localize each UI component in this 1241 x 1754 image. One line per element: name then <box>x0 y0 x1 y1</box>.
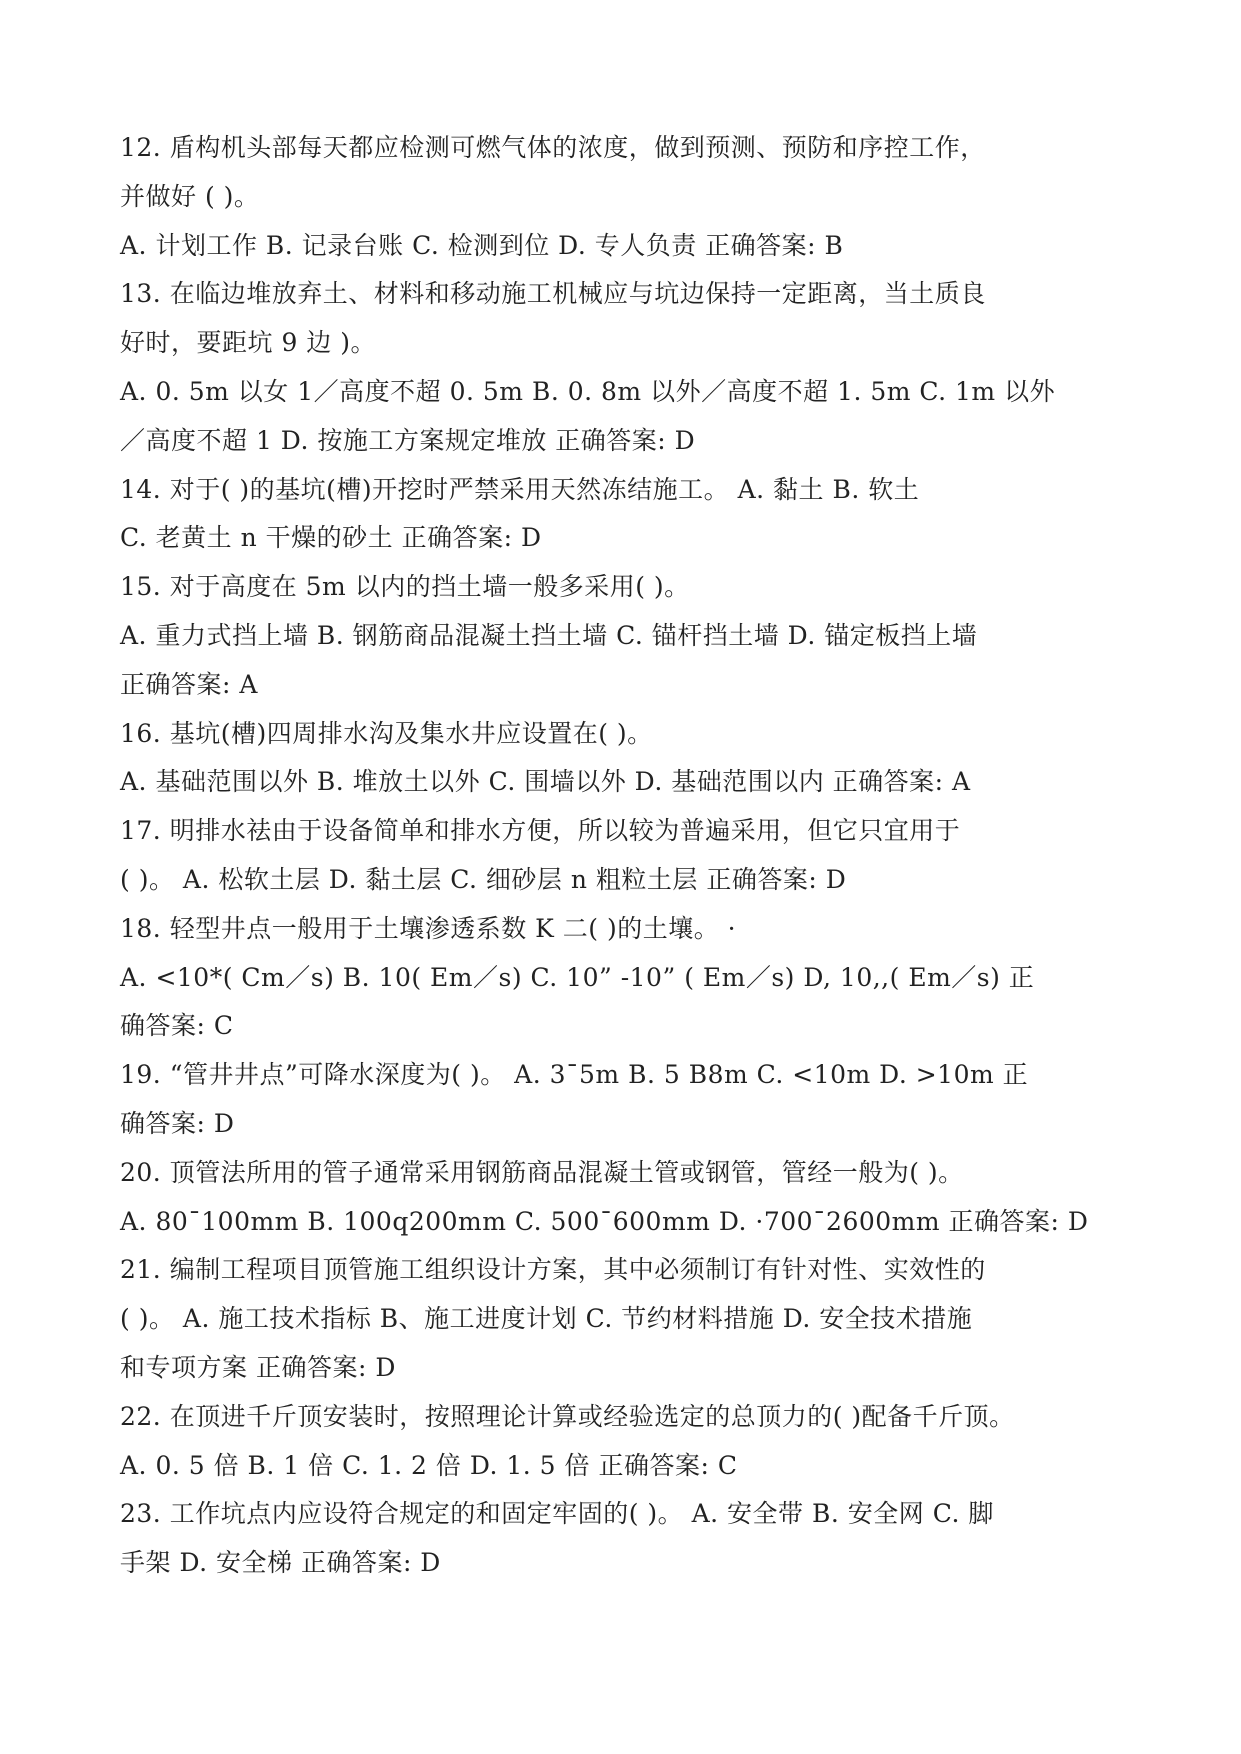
text-line: ／高度不超 1 D. 按施工方案规定堆放 正确答案: D <box>120 425 696 455</box>
text-line: 13. 在临边堆放弃土、材料和移动施工机械应与坑边保持一定距离，当土质良 <box>120 279 986 309</box>
text-line: 确答案: D <box>120 1108 235 1138</box>
text-line: A. 计划工作 B. 记录台账 C. 检测到位 D. 专人负责 正确答案: B <box>120 230 844 260</box>
text-line: A. 重力式挡上墙 B. 钢筋商品混凝土挡土墙 C. 锚杆挡土墙 D. 锚定板挡上墙 <box>120 620 978 650</box>
text-line: 18. 轻型井点一般用于土壤渗透系数 K 二( )的土壤。 · <box>120 913 737 943</box>
text-line: 20. 顶管法所用的管子通常采用钢筋商品混凝土管或钢管，管经一般为( )。 <box>120 1157 964 1187</box>
text-line: A. <10*( Cm／s) B. 10( Em／s) C. 10” -10” ( Em／s) D, 10,,( Em／s) 正 <box>120 962 1035 992</box>
text-line: A. 基础范围以外 B. 堆放土以外 C. 围墙以外 D. 基础范围以内 正确答案: A <box>120 767 971 797</box>
text-line: 正确答案: A <box>120 669 258 699</box>
text-line: 确答案: C <box>120 1011 234 1041</box>
text-line: 17. 明排水祛由于设备简单和排水方便，所以较为普遍采用，但它只宜用于 <box>120 816 961 846</box>
text-line: 15. 对于高度在 5m 以内的挡土墙一般多采用( )。 <box>120 572 690 602</box>
text-line: A. 0. 5 倍 B. 1 倍 C. 1. 2 倍 D. 1. 5 倍 正确答案: C <box>120 1450 738 1480</box>
text-line: ( )。 A. 松软土层 D. 黏土层 C. 细砂层 n 粗粒土层 正确答案: D <box>120 864 847 894</box>
text-line: 19. “管井井点”可降水深度为( )。 A. 3¯5m B. 5 B8m C. <10m D. >10m 正 <box>120 1060 1029 1090</box>
text-line: 22. 在顶进千斤顶安装时，按照理论计算或经验选定的总顶力的( )配备千斤顶。 <box>120 1401 1015 1431</box>
text-line: ( )。 A. 施工技术指标 B、施工进度计划 C. 节约材料措施 D. 安全技术措施 <box>120 1304 973 1334</box>
text-line: 并做好 ( )。 <box>120 181 260 211</box>
text-line: 14. 对于( )的基坑(槽)开挖时严禁采用天然冻结施工。 A. 黏土 B. 软土 <box>120 474 920 504</box>
text-line: 手架 D. 安全梯 正确答案: D <box>120 1548 441 1578</box>
text-line: C. 老黄土 n 干燥的砂土 正确答案: D <box>120 523 542 553</box>
document-body <box>120 124 1130 1588</box>
text-line: 12. 盾构机头部每天都应检测可燃气体的浓度，做到预测、预防和序控工作， <box>120 133 986 162</box>
text-line: A. 80¯100mm B. 100q200mm C. 500¯600mm D. ·700¯2600mm 正确答案: D <box>120 1206 1089 1236</box>
text-line: A. 0. 5m 以女 1／高度不超 0. 5m B. 0. 8m 以外／高度不超 1. 5m C. 1m 以外 <box>120 376 1056 406</box>
text-line: 23. 工作坑点内应设符合规定的和固定牢固的( )。 A. 安全带 B. 安全网 C. 脚 <box>120 1499 994 1529</box>
text-line: 好时，要距坑 9 边 )。 <box>120 328 377 358</box>
text-line: 21. 编制工程项目顶管施工组织设计方案，其中必须制订有针对性、实效性的 <box>120 1255 986 1285</box>
text-line: 和专项方案 正确答案: D <box>120 1352 396 1382</box>
text-line: 16. 基坑(槽)四周排水沟及集水井应设置在( )。 <box>120 718 653 748</box>
